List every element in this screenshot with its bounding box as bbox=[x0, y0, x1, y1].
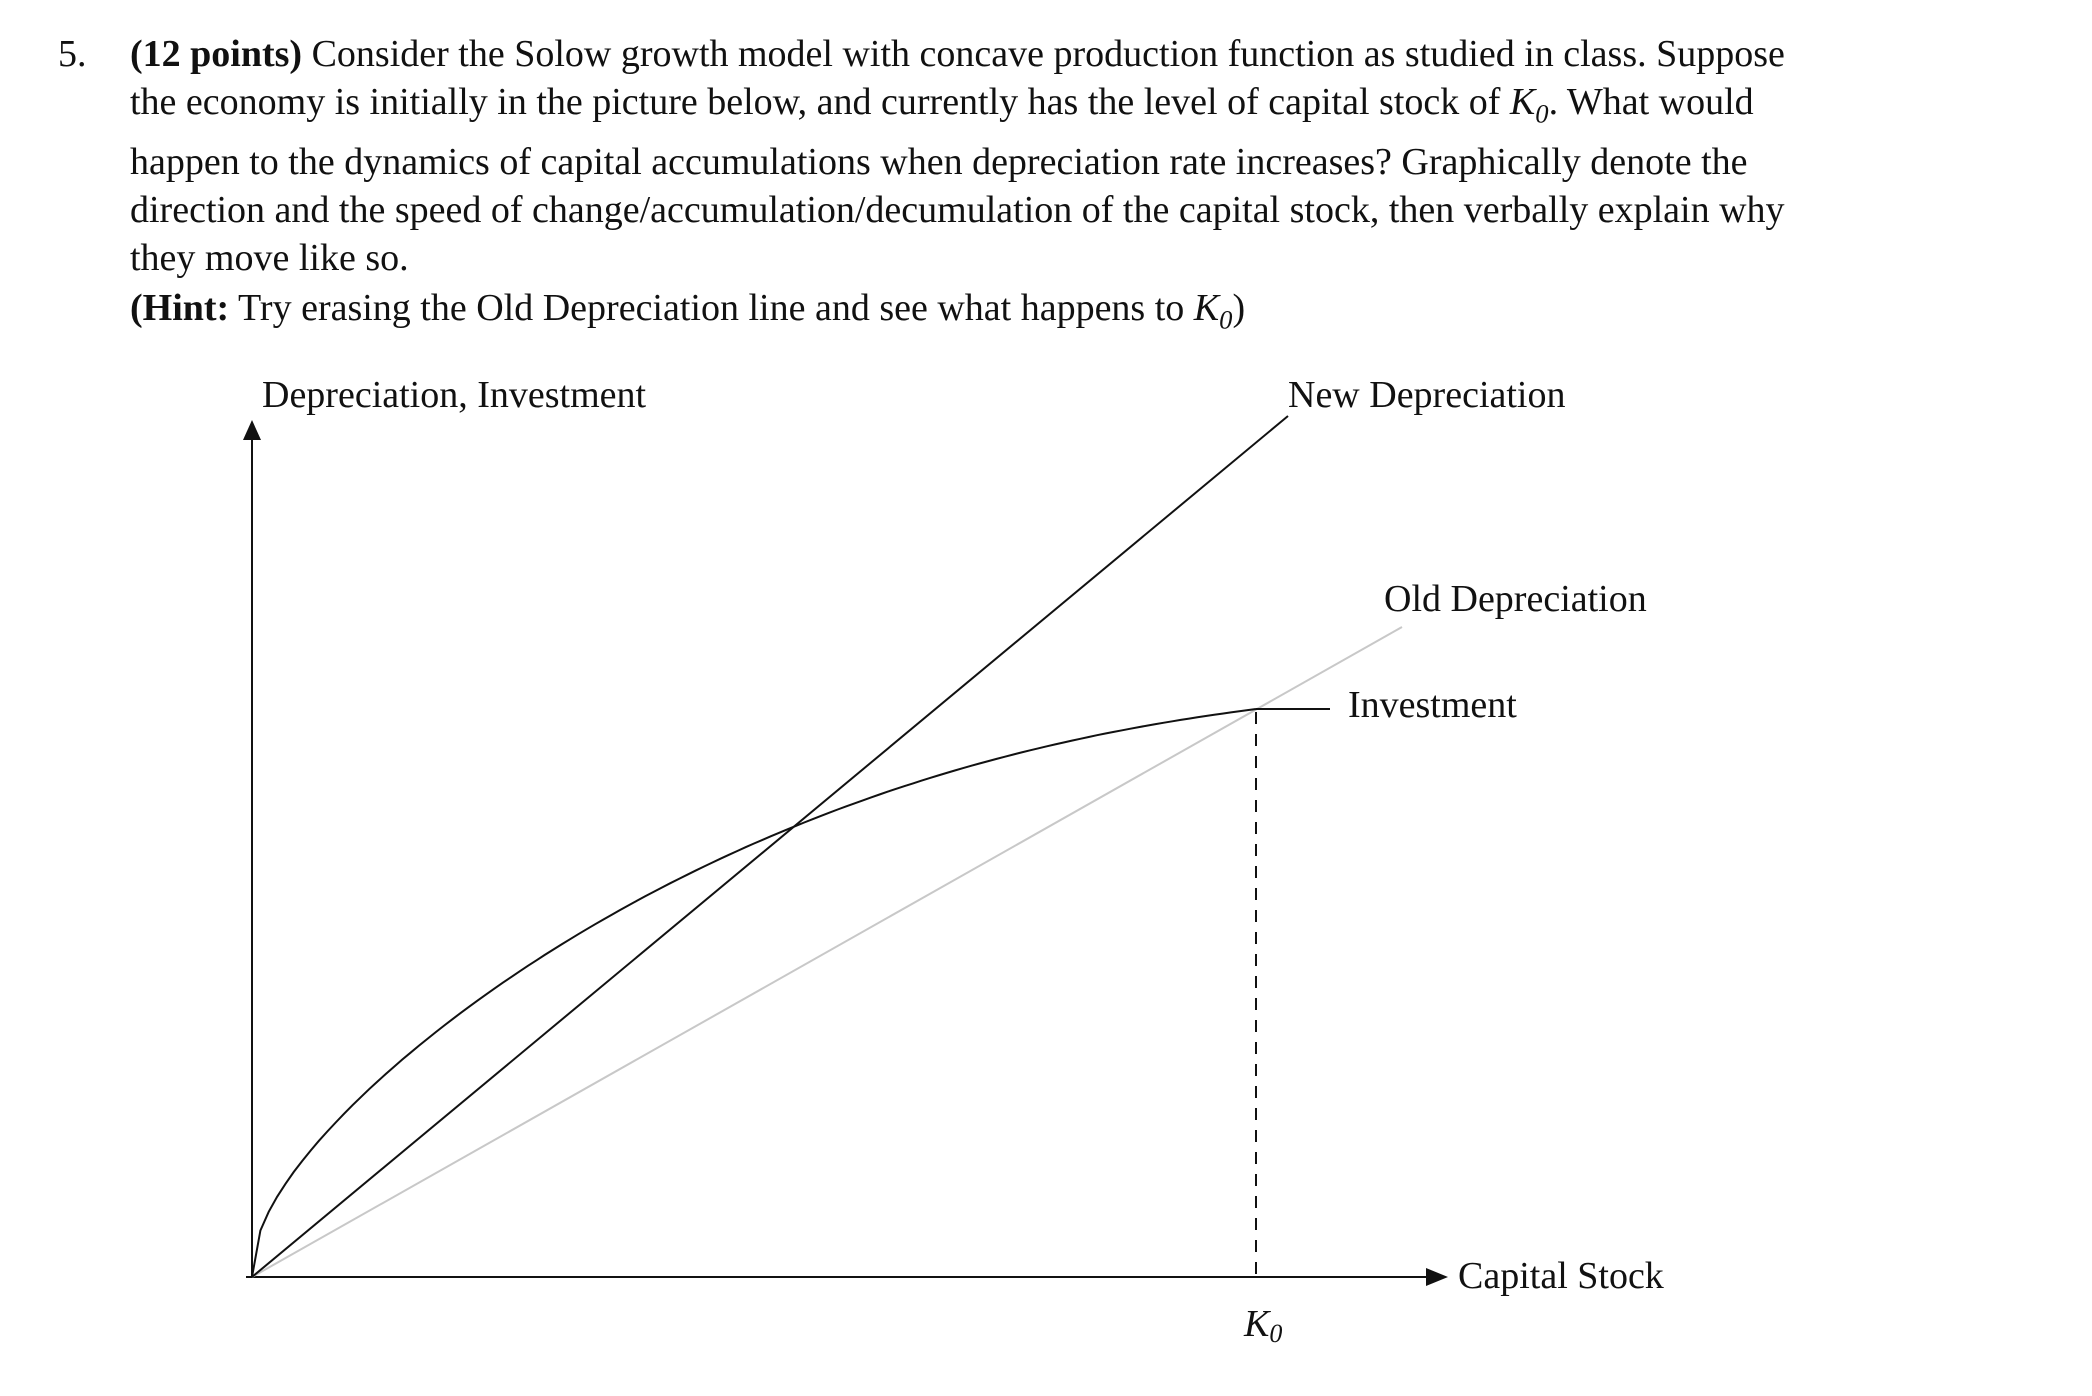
new-depreciation-label: New Depreciation bbox=[1288, 374, 1566, 416]
question-line-1-text: Consider the Solow growth model with concave production function as studied in class. Suppose bbox=[311, 33, 1785, 75]
y-axis-arrow bbox=[243, 420, 261, 440]
question-line-3: happen to the dynamics of capital accumulations when depreciation rate increases? Graphically denote the bbox=[130, 140, 1748, 183]
new-depreciation-line bbox=[252, 416, 1288, 1277]
y-axis-label: Depreciation, Investment bbox=[262, 374, 647, 416]
points-label: (12 points) bbox=[130, 33, 303, 75]
hint-text: Try erasing the Old Depreciation line and see what happens to bbox=[238, 286, 1185, 329]
question-line-2-text: the economy is initially in the picture below, and currently has the level of capital stock of bbox=[130, 81, 1501, 123]
question-number: 5. bbox=[58, 33, 87, 75]
k0-hint: $K_0$ bbox=[1193, 286, 1233, 335]
x-axis-label: Capital Stock bbox=[1458, 1255, 1664, 1297]
investment-label: Investment bbox=[1348, 684, 1517, 726]
question-line-4: direction and the speed of change/accumulation/decumulation of the capital stock, then verbally explain why bbox=[130, 188, 1785, 231]
old-depreciation-label: Old Depreciation bbox=[1384, 578, 1647, 620]
question-line-2-end: . What would bbox=[1548, 81, 1754, 123]
question-line-5: they move like so. bbox=[130, 236, 409, 279]
old-depreciation-line bbox=[252, 627, 1402, 1277]
hint-line: (Hint: Try erasing the Old Depreciation line and see what happens to $K_0$) bbox=[130, 286, 1246, 335]
k0-label: K0 bbox=[1244, 1303, 1283, 1348]
x-axis-arrow bbox=[1426, 1268, 1448, 1286]
k0-inline: $K_0$ bbox=[1509, 81, 1549, 129]
hint-label: Hint: bbox=[142, 286, 230, 329]
